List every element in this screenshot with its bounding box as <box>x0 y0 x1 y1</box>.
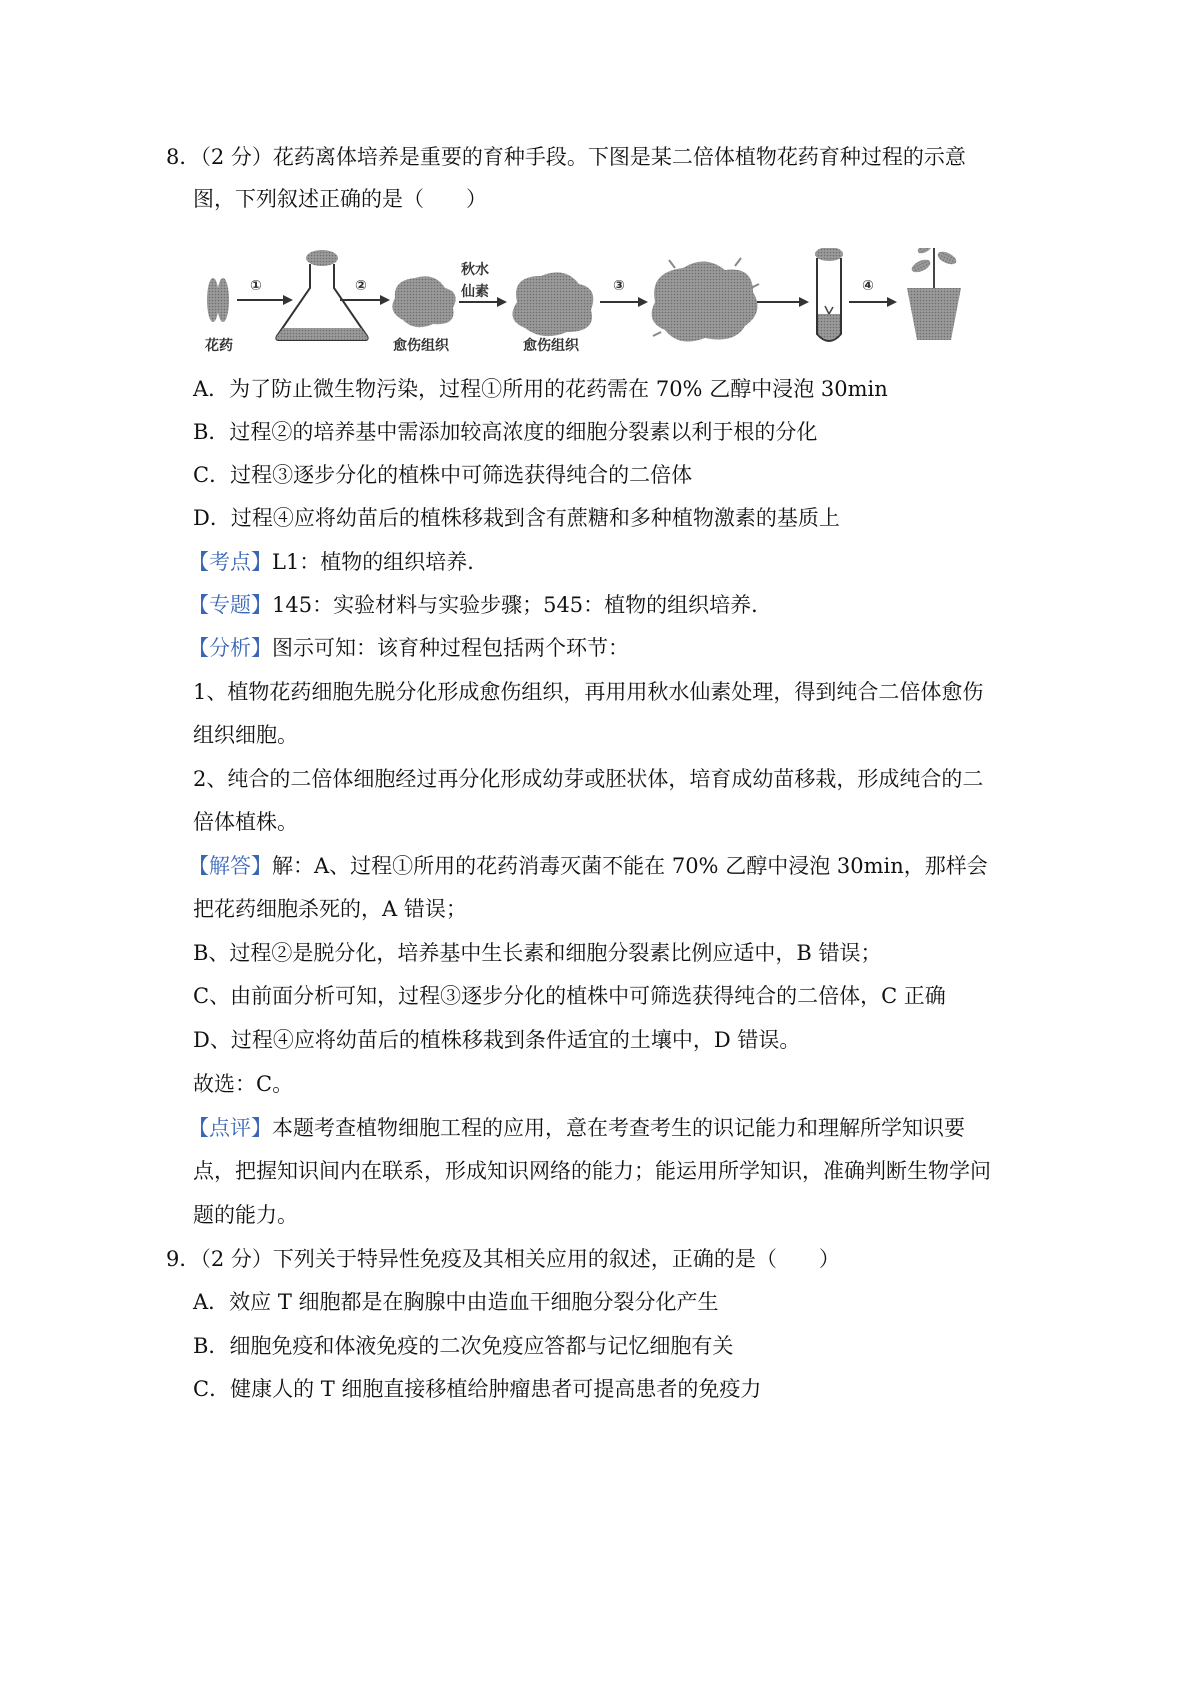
jieda-c: C、由前面分析可知，过程③逐步分化的植株中可筛选获得纯合的二倍体，C 正确 <box>193 984 946 1008</box>
colchicine-label-2: 仙素 <box>461 284 489 300</box>
q8-option-d: D．过程④应将幼苗后的植株移栽到含有蔗糖和多种植物激素的基质上 <box>193 506 840 530</box>
jieda-d: D、过程④应将幼苗后的植株移栽到条件适宜的土壤中，D 错误。 <box>193 1028 801 1052</box>
dianping-tag: 【点评】 <box>188 1116 272 1140</box>
q9-stem: 9．（2 分）下列关于特异性免疫及其相关应用的叙述，正确的是（ ） <box>166 1247 840 1271</box>
label-anther: 花药 <box>205 338 233 354</box>
fenxi-point-1-line1: 1、植物花药细胞先脱分化形成愈伤组织，再用用秋水仙素处理，得到纯合二倍体愈伤 <box>193 680 984 704</box>
step-1-label: ① <box>250 278 262 294</box>
fenxi-point-2-line1: 2、纯合的二倍体细胞经过再分化形成幼芽或胚状体，培育成幼苗移栽，形成纯合的二 <box>193 767 984 791</box>
arrow-1-head <box>283 295 293 305</box>
q9-option-b: B．细胞免疫和体液免疫的二次免疫应答都与记忆细胞有关 <box>193 1334 734 1358</box>
anther-icon <box>207 278 229 322</box>
q8-option-a: A．为了防止微生物污染，过程①所用的花药需在 70% 乙醇中浸泡 30min <box>193 377 888 401</box>
step-4-label: ④ <box>862 278 874 294</box>
q9-option-a: A．效应 T 细胞都是在胸腺中由造血干细胞分裂分化产生 <box>193 1290 719 1314</box>
q8-stem-line2: 图，下列叙述正确的是（ ） <box>193 187 487 211</box>
q9-option-c: C．健康人的 T 细胞直接移植给肿瘤患者可提高患者的免疫力 <box>193 1377 762 1401</box>
arrow-3-head <box>638 297 648 307</box>
kaodian-row <box>188 547 488 577</box>
dianping-line1: 本题考查植物细胞工程的应用，意在考查考生的识记能力和理解所学知识要 <box>272 1116 965 1140</box>
label-callus-2: 愈伤组织 <box>523 338 579 354</box>
culture-flask-icon <box>276 250 367 340</box>
arrow-2-head <box>380 295 390 305</box>
zhuanti-row <box>188 590 772 620</box>
callus-1-icon <box>392 276 455 327</box>
step-2-label: ② <box>355 278 367 294</box>
fenxi-tag: 【分析】 <box>188 636 272 660</box>
arrow-to-tube-head <box>799 297 809 307</box>
dianping-row <box>188 1113 965 1143</box>
zhuanti-text: 145：实验材料与实验步骤；545：植物的组织培养． <box>272 593 773 617</box>
callus-2-icon <box>513 272 594 336</box>
q8-stem-line1: 8．（2 分）花药离体培养是重要的育种手段。下图是某二倍体植物花药育种过程的示意 <box>166 145 966 169</box>
fenxi-text: 图示可知：该育种过程包括两个环节： <box>272 636 629 660</box>
fenxi-point-1-line2: 组织细胞。 <box>193 723 298 747</box>
fenxi-point-2-line2: 倍体植株。 <box>193 810 298 834</box>
jieda-row <box>188 851 988 881</box>
q8-option-c: C．过程③逐步分化的植株中可筛选获得纯合的二倍体 <box>193 463 693 487</box>
jieda-tag: 【解答】 <box>188 854 272 878</box>
arrow-4-head <box>887 297 897 307</box>
dianping-line2: 点，把握知识间内在联系，形成知识网络的能力；能运用所学知识，准确判断生物学问 <box>193 1159 991 1183</box>
arrow-colchicine-head <box>497 297 507 307</box>
jieda-line2: 把花药细胞杀死的，A 错误； <box>193 897 467 921</box>
potted-plant-icon <box>907 248 961 340</box>
kaodian-text: L1：植物的组织培养． <box>272 550 489 574</box>
kaodian-tag: 【考点】 <box>188 550 272 574</box>
jieda-line1: 解：A、过程①所用的花药消毒灭菌不能在 70% 乙醇中浸泡 30min，那样会 <box>272 854 988 878</box>
answer-line: 故选：C。 <box>193 1072 294 1096</box>
differentiating-plantlets-icon <box>652 261 758 341</box>
zhuanti-tag: 【专题】 <box>188 593 272 617</box>
test-tube-icon <box>815 248 843 341</box>
step-3-label: ③ <box>613 278 625 294</box>
q8-option-b: B．过程②的培养基中需添加较高浓度的细胞分裂素以利于根的分化 <box>193 420 818 444</box>
fenxi-row <box>188 633 629 663</box>
label-callus-1: 愈伤组织 <box>393 338 449 354</box>
colchicine-label-1: 秋水 <box>461 262 489 278</box>
jieda-b: B、过程②是脱分化，培养基中生长素和细胞分裂素比例应适中，B 错误； <box>193 941 882 965</box>
dianping-line3: 题的能力。 <box>193 1203 298 1227</box>
